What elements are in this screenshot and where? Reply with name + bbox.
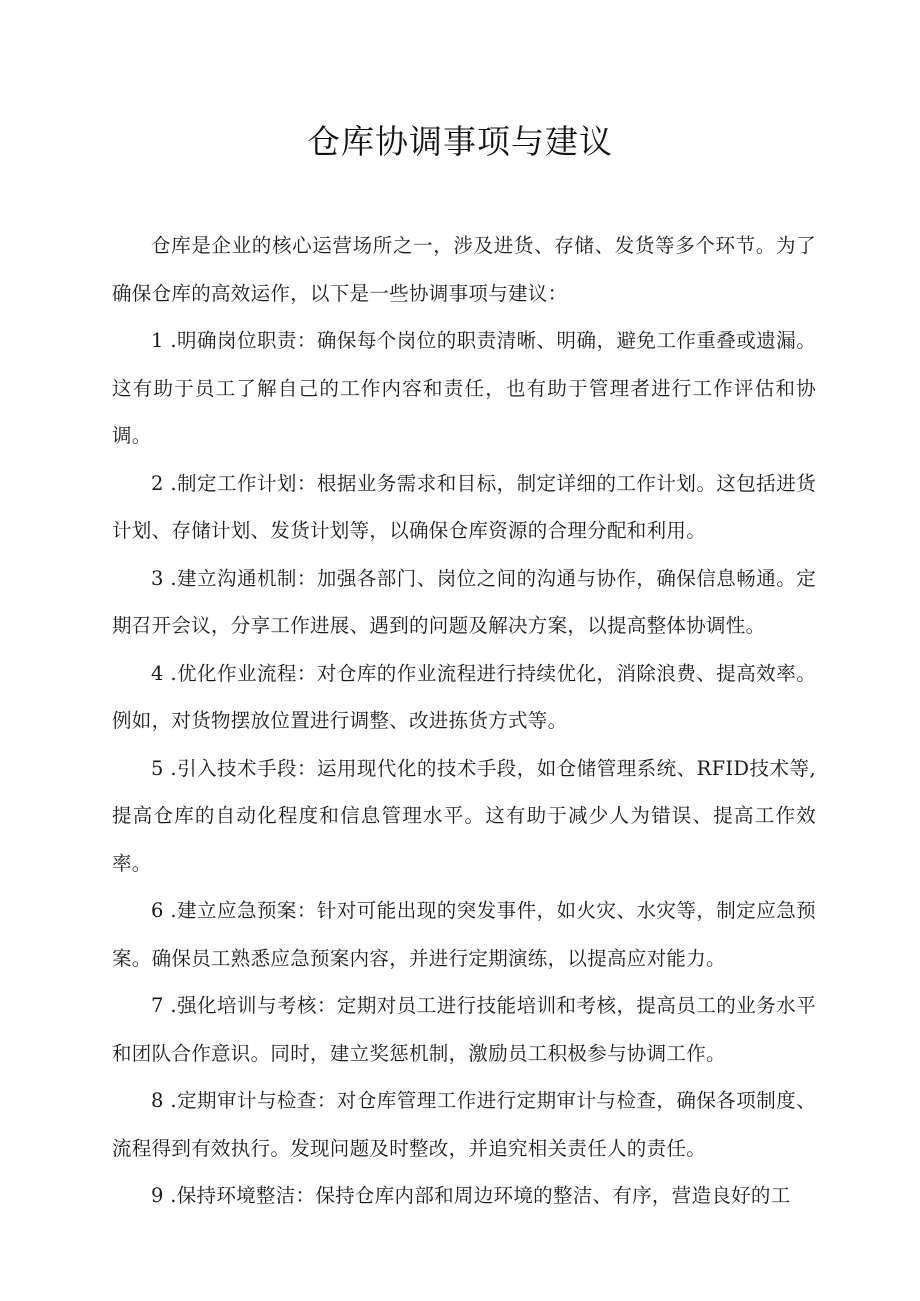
item-separator: .: [163, 329, 177, 352]
item-separator: .: [163, 899, 177, 922]
item-body: 确保每个岗位的职责清晰、明确，避免工作重叠或遗漏。这有助于员工了解自己的工作内容和责任，也有助于管理者进行工作评估和协调。: [112, 329, 816, 447]
item-number: 4: [151, 661, 164, 685]
item-body: 加强各部门、岗位之间的沟通与协作，确保信息畅通。定期召开会议，分享工作进展、遇到的问题及解决方案，以提高整体协调性。: [112, 566, 816, 637]
item-number: 2: [151, 471, 164, 495]
item-body: 根据业务需求和目标，制定详细的工作计划。这包括进货计划、存储计划、发货计划等，以确保仓库资源的合理分配和利用。: [112, 471, 816, 542]
list-item: [112, 887, 816, 982]
item-number: 5: [151, 756, 164, 780]
document-title: 仓库协调事项与建议: [307, 122, 613, 161]
list-item: [112, 317, 816, 460]
item-number: 8: [151, 1089, 164, 1112]
item-heading: 定期审计与检查：: [176, 1089, 337, 1112]
item-heading: 强化培训与考核：: [176, 994, 337, 1017]
item-heading: 优化作业流程：: [176, 661, 317, 685]
list-item: [112, 745, 816, 888]
item-heading: 建立沟通机制：: [176, 566, 317, 590]
list-item: [112, 555, 816, 650]
list-item: [112, 650, 816, 745]
item-heading: 建立应急预案：: [176, 899, 317, 922]
item-number: 7: [151, 994, 164, 1017]
item-separator: .: [163, 1184, 177, 1207]
item-separator: .: [163, 661, 177, 685]
item-body: 对仓库的作业流程进行持续优化，消除浪费、提高效率。例如，对货物摆放位置进行调整、改进拣货方式等。: [112, 661, 816, 732]
item-body: 针对可能出现的突发事件，如火灾、水灾等，制定应急预案。确保员工熟悉应急预案内容，并进行定期演练，以提高应对能力。: [112, 899, 816, 970]
item-separator: .: [163, 566, 177, 590]
document-body: [112, 222, 816, 1220]
item-number: 3: [151, 566, 164, 590]
item-body: 运用现代化的技术手段，如仓储管理系统、RFID技术等,提高仓库的自动化程度和信息管理水平。这有助于减少人为错误、提高工作效率。: [112, 756, 816, 875]
item-separator: .: [163, 471, 177, 495]
item-number: 6: [151, 899, 164, 922]
item-body: 保持仓库内部和周边环境的整洁、有序，营造良好的工: [315, 1184, 791, 1207]
item-number: 9: [151, 1184, 164, 1207]
list-item: [112, 460, 816, 555]
item-number: 1: [151, 329, 164, 352]
item-heading: 引入技术手段：: [176, 756, 317, 780]
list-item: [112, 1172, 816, 1220]
item-separator: .: [163, 994, 177, 1017]
item-body: 对仓库管理工作进行定期审计与检查，确保各项制度、流程得到有效执行。发现问题及时整改，并追究相关责任人的责任。: [112, 1089, 816, 1160]
item-separator: .: [163, 756, 177, 780]
item-heading: 保持环境整洁：: [176, 1184, 316, 1207]
item-body: 定期对员工进行技能培训和考核，提高员工的业务水平和团队合作意识。同时，建立奖惩机制，激励员工积极参与协调工作。: [112, 994, 816, 1065]
item-heading: 制定工作计划：: [176, 471, 317, 495]
intro-paragraph: 仓库是企业的核心运营场所之一，涉及进货、存储、发货等多个环节。为了确保仓库的高效运作，以下是一些协调事项与建议：: [112, 234, 816, 305]
list-item: [112, 982, 816, 1077]
list-item: [112, 1077, 816, 1172]
item-heading: 明确岗位职责：: [176, 329, 317, 352]
item-separator: .: [163, 1089, 177, 1112]
